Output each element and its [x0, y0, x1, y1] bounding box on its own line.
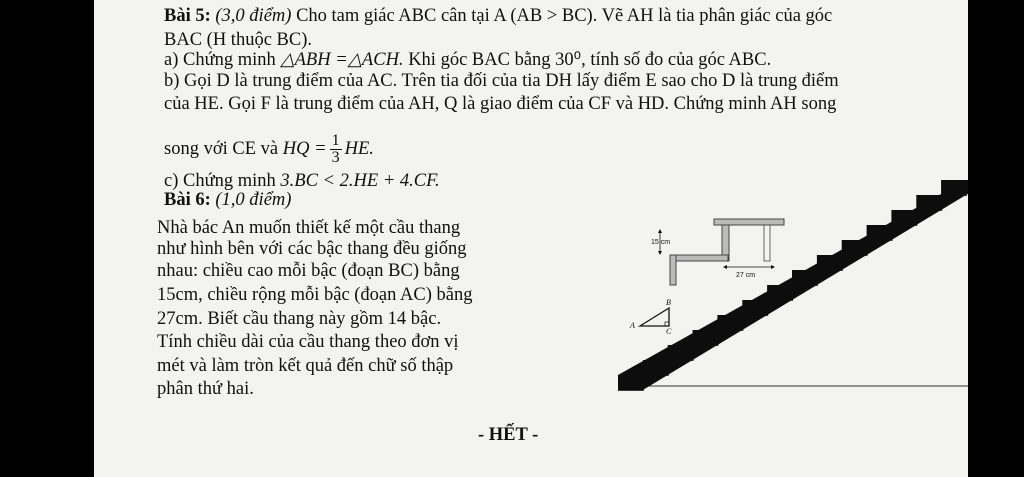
point-a-label: A [630, 321, 635, 330]
inset-lower-tread [672, 255, 728, 261]
bai5-line-1 [164, 5, 832, 27]
fraction-one-third [330, 133, 342, 166]
triangle-abc [629, 298, 672, 336]
point-b-label: B [666, 298, 671, 307]
bai5-intro-2: BAC (H thuộc BC). [164, 30, 312, 50]
bai6-line-3: nhau: chiều cao mỗi bậc (đoạn BC) bằng [157, 261, 460, 281]
width-label: 27 cm [736, 272, 756, 279]
bai5-b-line-2: của HE. Gọi F là trung điểm của AH, Q là giao điểm của CF và HD. Chứng minh AH song [164, 94, 837, 114]
inset-outline [764, 225, 770, 261]
bai6-line-2: như hình bên với các bậc thang đều giống [157, 239, 467, 259]
bai5-b-line-3 [164, 133, 374, 166]
height-label: 15 cm [651, 239, 671, 246]
inset-top-tread [714, 219, 784, 225]
point-c-label: C [666, 327, 672, 336]
inset-riser-lower [670, 255, 676, 285]
bai5-title: Bài 5: [164, 6, 211, 26]
fraction-denominator: 3 [331, 149, 340, 166]
fraction-numerator: 1 [331, 132, 340, 149]
bai5-intro-1: Cho tam giác ABC cân tại A (AB > BC). Vẽ AH là tia phân giác của góc [296, 6, 833, 26]
bai5-a-prefix: a) Chứng minh [164, 50, 276, 70]
bai5-c-expr: 3.BC < 2.HE + 4.CF. [280, 171, 440, 191]
end-marker: - HẾT - [478, 425, 539, 445]
bai6-line-5: 27cm. Biết cầu thang này gồm 14 bậc. [157, 309, 442, 329]
bai5-a-text: Khi góc BAC bằng 30⁰, tính số đo của góc ABC. [408, 50, 772, 70]
bai5-b-line-1: b) Gọi D là trung điểm của AC. Trên tia đối của tia DH lấy điểm E sao cho D là trung điểm [164, 71, 839, 91]
bai6-line-1: Nhà bác An muốn thiết kế một cầu thang [157, 218, 461, 238]
bai6-line-8: phân thứ hai. [157, 379, 254, 399]
step-detail-inset [651, 219, 784, 285]
bai5-b-rhs: HE. [344, 138, 374, 159]
bai6-line-4: 15cm, chiều rộng mỗi bậc (đoạn AC) bằng [157, 285, 473, 305]
exam-page [94, 0, 968, 477]
bai5-points: (3,0 điểm) [215, 6, 292, 26]
bai5-a-expr: △ABH =△ACH. [280, 50, 404, 70]
bai5-b-line3-prefix: song với CE và [164, 138, 279, 159]
bai5-b-lhs: HQ = [282, 138, 327, 159]
bai6-heading [164, 189, 291, 211]
bai5-part-a [164, 49, 771, 71]
bai6-line-6: Tính chiều dài của cầu thang theo đơn vị [157, 332, 459, 352]
bai6-title: Bài 6: [164, 190, 211, 210]
bai5-c-prefix: c) Chứng minh [164, 171, 276, 191]
bai6-points: (1,0 điểm) [215, 190, 292, 210]
staircase-figure [614, 160, 968, 396]
bai6-line-7: mét và làm tròn kết quả đến chữ số thập [157, 356, 454, 376]
